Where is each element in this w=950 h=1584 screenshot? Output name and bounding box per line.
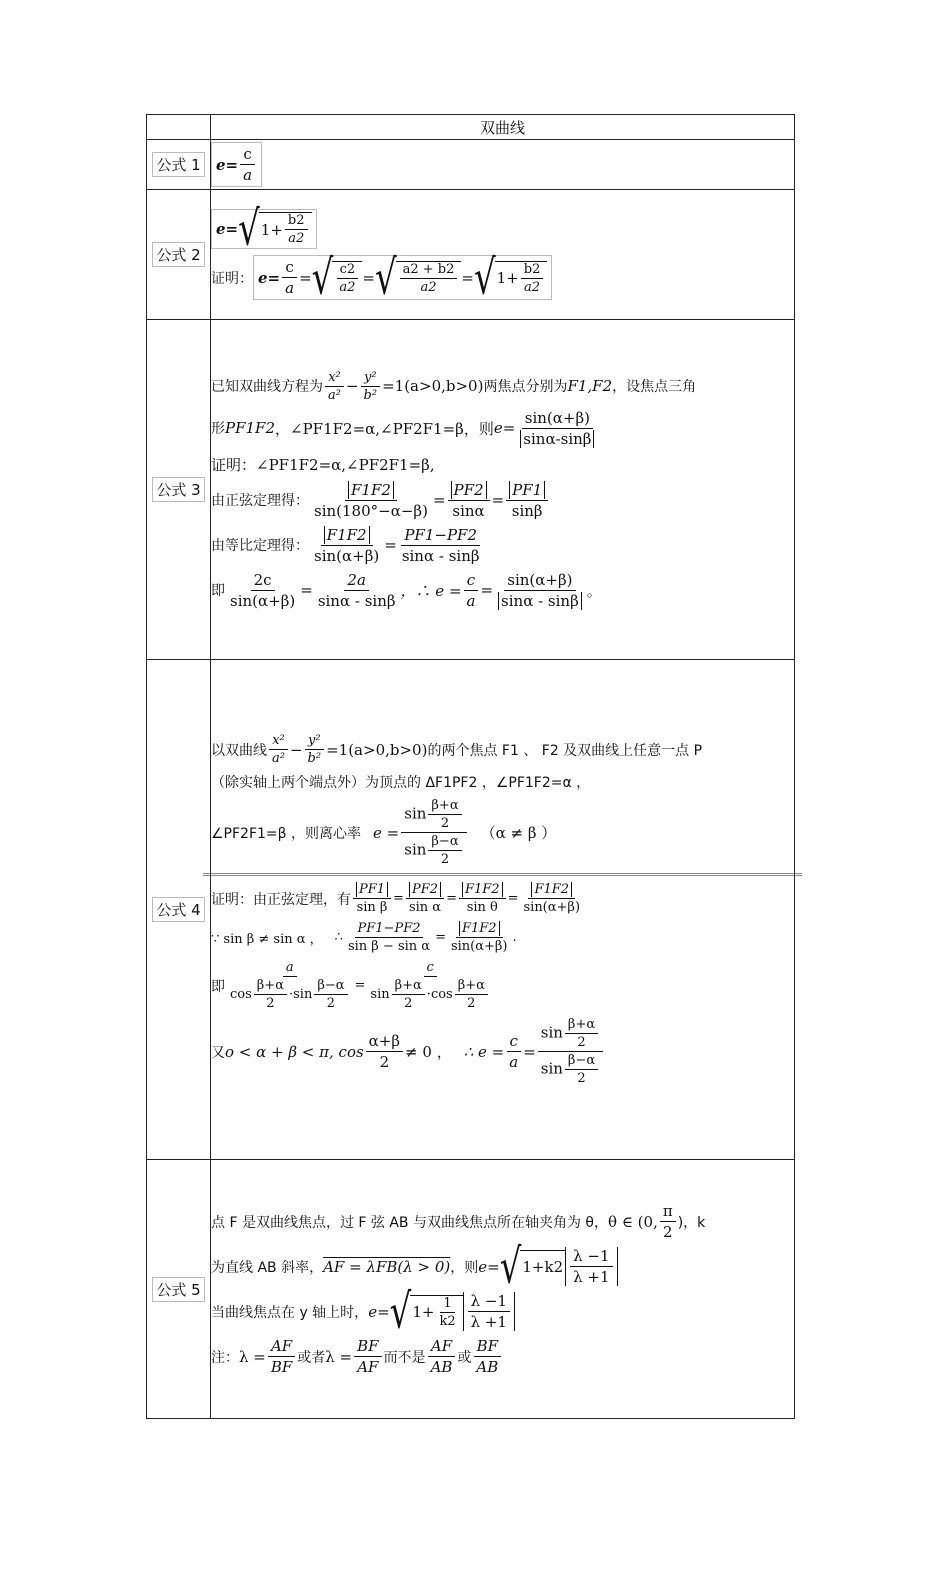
formula-5-row xyxy=(147,1160,795,1419)
label-formula-2: 公式 2 xyxy=(152,242,204,267)
formula-3-content: 已知双曲线方程为 x² a² − $\frac{\text{y²}}{\text{b²}}$ =1(a>0,b>0) 两焦点分别为 F1,F2 ，设焦点三角 形 PF1F2 ，∠PF1F2=α,∠PF2F1=β，则 e= $\frac{\sin(\alpha+\beta)}{\sin\alpha-\sin\beta}$ 证明：∠PF1F2=α,∠PF2F1=β, 由正弦定理得： F1F2 sin(180°−α−β) = PF2 sinα = PF1 sinβ 由等比定理得： F1F2 sin(α+β) = PF1−PF2 sinα - sinβ 即 2c sin(α+β) = 2a sinα - sinβ ，∴ e = $\frac{c}{a}$ = sin(α+β) sinα - sinβ 。 xyxy=(211,320,795,660)
formula-2-equation: e= √ 1+ $\frac{b2}{a2}$ xyxy=(211,209,317,249)
formula-1-content xyxy=(211,140,795,190)
formula-4-row xyxy=(147,660,795,1160)
label-formula-4: 公式 4 xyxy=(152,897,204,922)
formula-2-proof: e= $\frac{c}{a}$ = √ c2 a2 = √ a2 + b2 a2 = √ 1+ $\frac{b2}{a2}$ xyxy=(253,255,552,300)
divider xyxy=(203,873,802,876)
header-title: 双曲线 xyxy=(211,115,795,140)
formula-3-row xyxy=(147,320,795,660)
label-formula-3: 公式 3 xyxy=(152,477,204,502)
formula-4-content: 以双曲线 x² a² − $\frac{\text{y²}}{\text{b²}}$ =1(a>0,b>0) 的两个焦点 F1 、 F2 及双曲线上任意一点 P （除实轴上两个端点外）为顶点的 ΔF1PF2 ，∠PF1F2=α ， ∠PF2F1=β ，则离心率 e = sin $\frac{\beta+\alpha}{2}$ sin $\frac{\beta-\alpha}{2}$ （α ≠ β ） 证明：由正弦定理，有 PF1 sin β = PF2 sin α = F1F2 sin θ = F1F2 sin(α+β) ∵ sin β ≠ sin α ， ∴ PF1−PF2 sin β − sin α = F1F2 sin(α+β) . 即 a cos $\frac{\beta+\alpha}{2}$ ·sin $\frac{\beta-\alpha}{2}$ = c sin $\frac{\beta+\alpha}{2}$ ·cos $\frac{\beta+\alpha}{2}$ 又 o < α + β < π, cos α+β 2 ≠ 0 ， ∴ e = $\frac{c}{a}$ = sin $\frac{\beta+\alpha}{2}$ sin $\frac{\beta-\alpha}{2}$ xyxy=(211,660,795,1160)
label-formula-1: 公式 1 xyxy=(152,152,204,177)
label-formula-5: 公式 5 xyxy=(152,1277,204,1302)
formula-1-row xyxy=(147,140,795,190)
formula-5-content: 点 F 是双曲线焦点，过 F 弦 AB 与双曲线焦点所在轴夹角为 θ， θ ∈ (0, π 2 )，k 为直线 AB 斜率， AF = λFB(λ > 0) ，则 e= √ 1+k2 λ −1 λ +1 当曲线焦点在 y 轴上时， e= √ 1+ 1 k2 λ −1 λ +1 注： λ = $\frac{AF}{BF}$ 或者 λ = $\frac{BF}{AF}$ 而不是 AF AB 或 BF AB xyxy=(211,1160,795,1419)
formula-2-content: e= √ 1+ $\frac{b2}{a2}$ 证明： e= $\frac{c}{a}$ = √ c2 a2 = √ a2 + b2 a2 = √ 1+ $\frac{b2}{a2}$ xyxy=(211,190,795,320)
formula-2-row xyxy=(147,190,795,320)
formula-table xyxy=(146,114,795,1419)
header-row xyxy=(147,115,795,140)
formula-1-equation: e= $\frac{c}{a}$ xyxy=(211,142,262,187)
header-empty-cell xyxy=(147,115,211,140)
